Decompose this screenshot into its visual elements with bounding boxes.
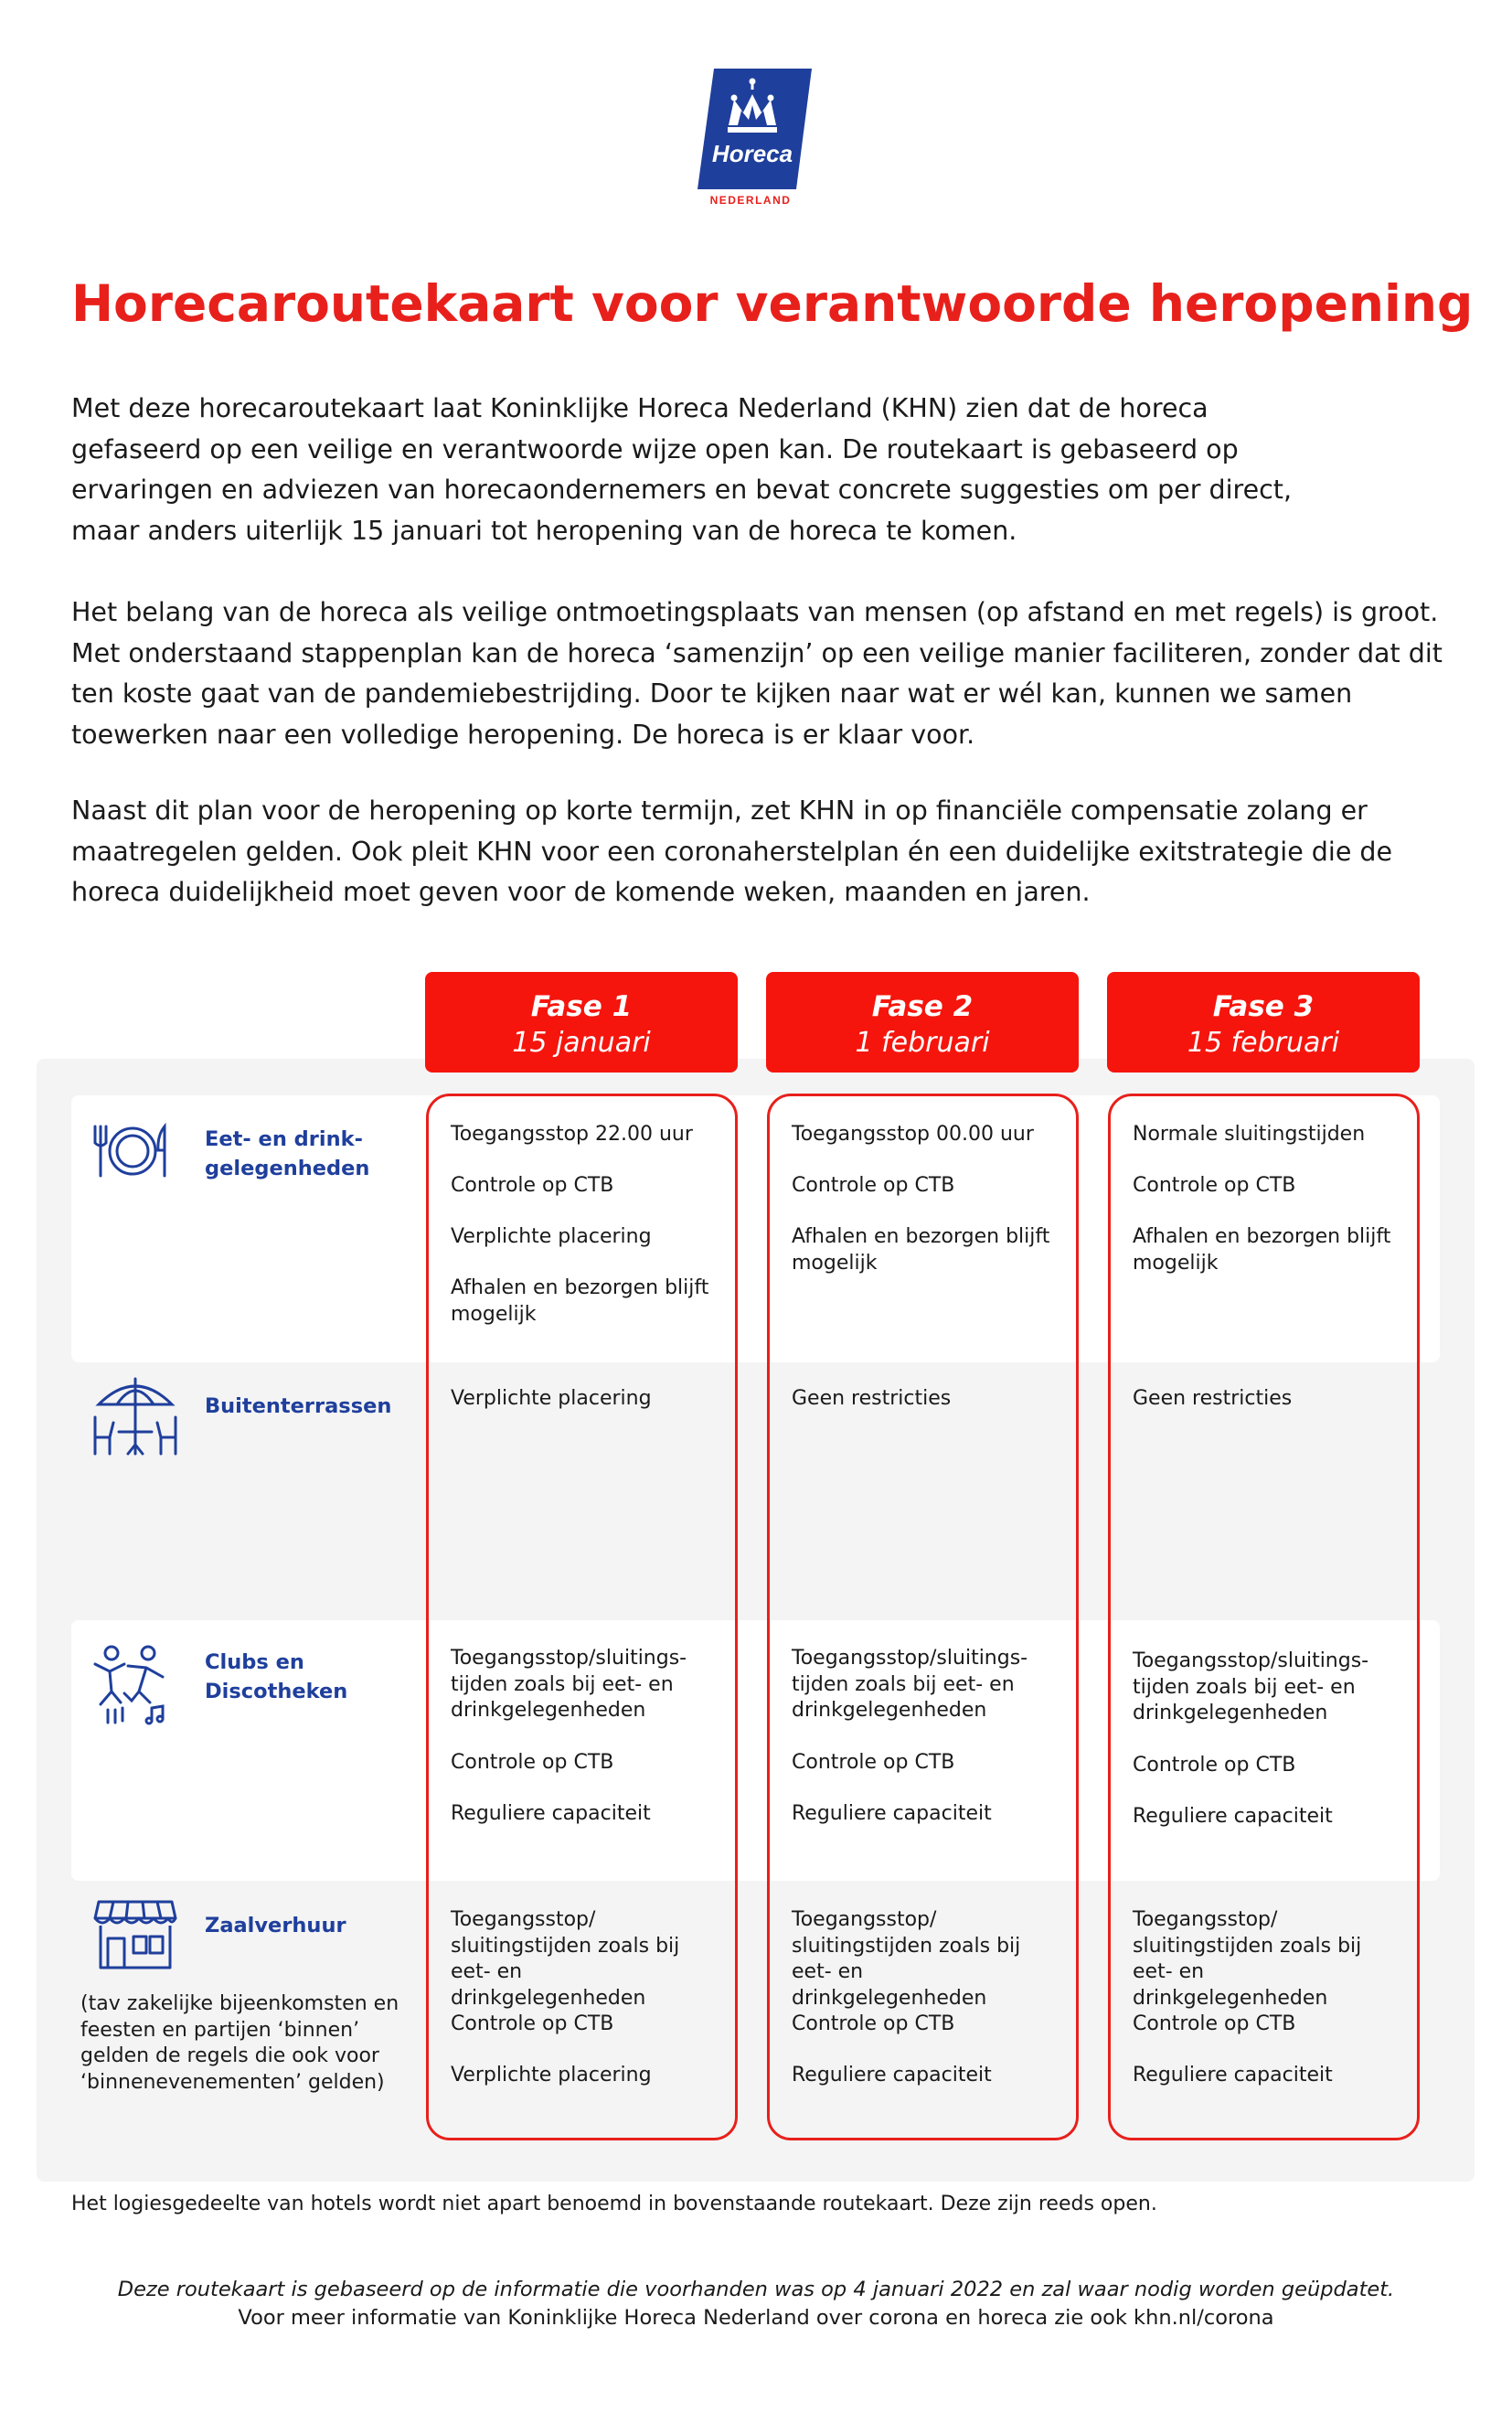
phase-2-header [766, 972, 1079, 1073]
row-label-line: Discotheken [205, 1680, 348, 1703]
cell-item: Controle op CTB [451, 1751, 614, 1774]
cell-item: Afhalen en bezorgen blijft mogelijk [451, 1276, 709, 1326]
plate-cutlery-icon [91, 1123, 174, 1181]
cell-item: Normale sluitingstijden [1133, 1123, 1366, 1146]
phase-date: 15 januari [512, 1027, 651, 1059]
dancing-people-icon [91, 1644, 174, 1726]
cell-item: Controle op CTB [1133, 2012, 1296, 2035]
phase-3-header [1107, 972, 1420, 1073]
cell-item: Reguliere capaciteit [792, 2064, 992, 2086]
footer-disclaimer: Deze routekaart is gebaseerd op de informatie die voorhanden was op 4 januari 2022 en zal waar nodig worden geüpdatet. [117, 2278, 1395, 2301]
cell-item: Controle op CTB [792, 1751, 955, 1774]
phase-date: 1 februari [855, 1027, 990, 1059]
cell-item: Geen restricties [792, 1387, 952, 1410]
phase-title: Fase 3 [1212, 990, 1315, 1023]
svg-text:NEDERLAND: NEDERLAND [709, 194, 792, 207]
cell-item: Controle op CTB [451, 2012, 614, 2035]
intro-paragraph-2: Het belang van de horeca als veilige ontmoetingsplaats van mensen (op afstand en met regels) is groot. Met onderstaand stappenplan kan de horeca ‘samenzijn’ op een veilige manier faciliteren, zonder dat dit ten koste gaat van de pandemiebestrijding. Door te kijken naar wat er wél kan, kunnen we samen toewerken naar een volledige heropening. De horeca is er klaar voor. [71, 597, 1443, 750]
cell-item: Controle op CTB [792, 1174, 955, 1197]
cell-item: Verplichte placering [451, 2064, 652, 2086]
cell-item: Reguliere capaciteit [451, 1802, 651, 1825]
footnote: Het logiesgedeelte van hotels wordt niet apart benoemd in bovenstaande routekaart. Deze zijn reeds open. [71, 2193, 1157, 2215]
cell-item: Toegangsstop/ sluitingstijden zoals bij eet- en drinkgelegenheden [451, 1908, 680, 2010]
row-label-line: gelegenheden [205, 1157, 370, 1180]
cell-item: Controle op CTB [1133, 1754, 1296, 1777]
cell-item: Toegangsstop 00.00 uur [792, 1123, 1034, 1146]
terrace-umbrella-icon [91, 1371, 179, 1459]
cell-item: Reguliere capaciteit [1133, 2064, 1333, 2086]
cell-item: Controle op CTB [1133, 1174, 1296, 1197]
phase-date: 15 februari [1187, 1027, 1340, 1059]
row-label-line: Clubs en [205, 1650, 304, 1674]
phase-title: Fase 1 [530, 990, 633, 1023]
cell-item: Geen restricties [1133, 1387, 1293, 1410]
cell-item: Afhalen en bezorgen blijft mogelijk [792, 1225, 1050, 1275]
footer-more-info: Voor meer informatie van Koninklijke Horeca Nederland over corona en horeca zie ook khn.nl/corona [238, 2306, 1274, 2330]
cell-item: Controle op CTB [451, 1174, 614, 1197]
row-label-zaalverhuur: Zaalverhuur [205, 1914, 346, 1937]
row-label-eet-drink [205, 1125, 369, 1183]
cell-item: Verplichte placering [451, 1225, 652, 1248]
cell-item: Afhalen en bezorgen blijft mogelijk [1133, 1225, 1391, 1275]
cell-item: Toegangsstop 22.00 uur [451, 1123, 693, 1146]
phase-1-header [425, 972, 738, 1073]
zaalverhuur-note: (tav zakelijke bijeenkomsten en feesten en partijen ‘binnen’ gelden de regels die ook voor ‘binnenevenementen’ gelden) [80, 1992, 399, 2094]
khn-logo [697, 69, 812, 210]
cell-item: Toegangsstop/sluitings-tijden zoals bij eet- en drinkgelegenheden [792, 1647, 1028, 1722]
page-title: Horecaroutekaart voor verantwoorde heropening [71, 274, 1474, 333]
cell-item: Toegangsstop/sluitings-tijden zoals bij eet- en drinkgelegenheden [1133, 1649, 1369, 1724]
svg-text:Horeca: Horeca [711, 140, 793, 167]
intro-paragraph-3: Naast dit plan voor de heropening op korte termijn, zet KHN in op financiële compensatie zolang er maatregelen gelden. Ook pleit KHN voor een coronaherstelplan én een duidelijke exitstrategie die de horeca duidelijkheid moet geven voor de komende weken, maanden en jaren. [71, 795, 1393, 907]
row-label-clubs [205, 1648, 347, 1706]
cell-item: Verplichte placering [451, 1387, 652, 1410]
cell-item: Reguliere capaciteit [1133, 1805, 1333, 1828]
cell-item: Controle op CTB [792, 2012, 955, 2035]
cell-item: Toegangsstop/ sluitingstijden zoals bij eet- en drinkgelegenheden [792, 1908, 1021, 2010]
venue-building-icon [91, 1898, 179, 1971]
cell-item: Toegangsstop/sluitings-tijden zoals bij eet- en drinkgelegenheden [451, 1647, 687, 1722]
phase-title: Fase 2 [871, 990, 974, 1023]
intro-paragraph-1: Met deze horecaroutekaart laat Koninklijke Horeca Nederland (KHN) zien dat de horeca gefaseerd op een veilige en verantwoorde wijze open kan. De routekaart is gebaseerd op ervaringen en adviezen van horecaondernemers en bevat concrete suggesties om per direct, maar anders uiterlijk 15 januari tot heropening van de horeca te komen. [71, 393, 1293, 546]
row-label-line: Eet- en drink- [205, 1127, 363, 1151]
cell-item: Toegangsstop/ sluitingstijden zoals bij eet- en drinkgelegenheden [1133, 1908, 1362, 2010]
cell-item: Reguliere capaciteit [792, 1802, 992, 1825]
row-label-buitenterrassen: Buitenterrassen [205, 1394, 392, 1418]
